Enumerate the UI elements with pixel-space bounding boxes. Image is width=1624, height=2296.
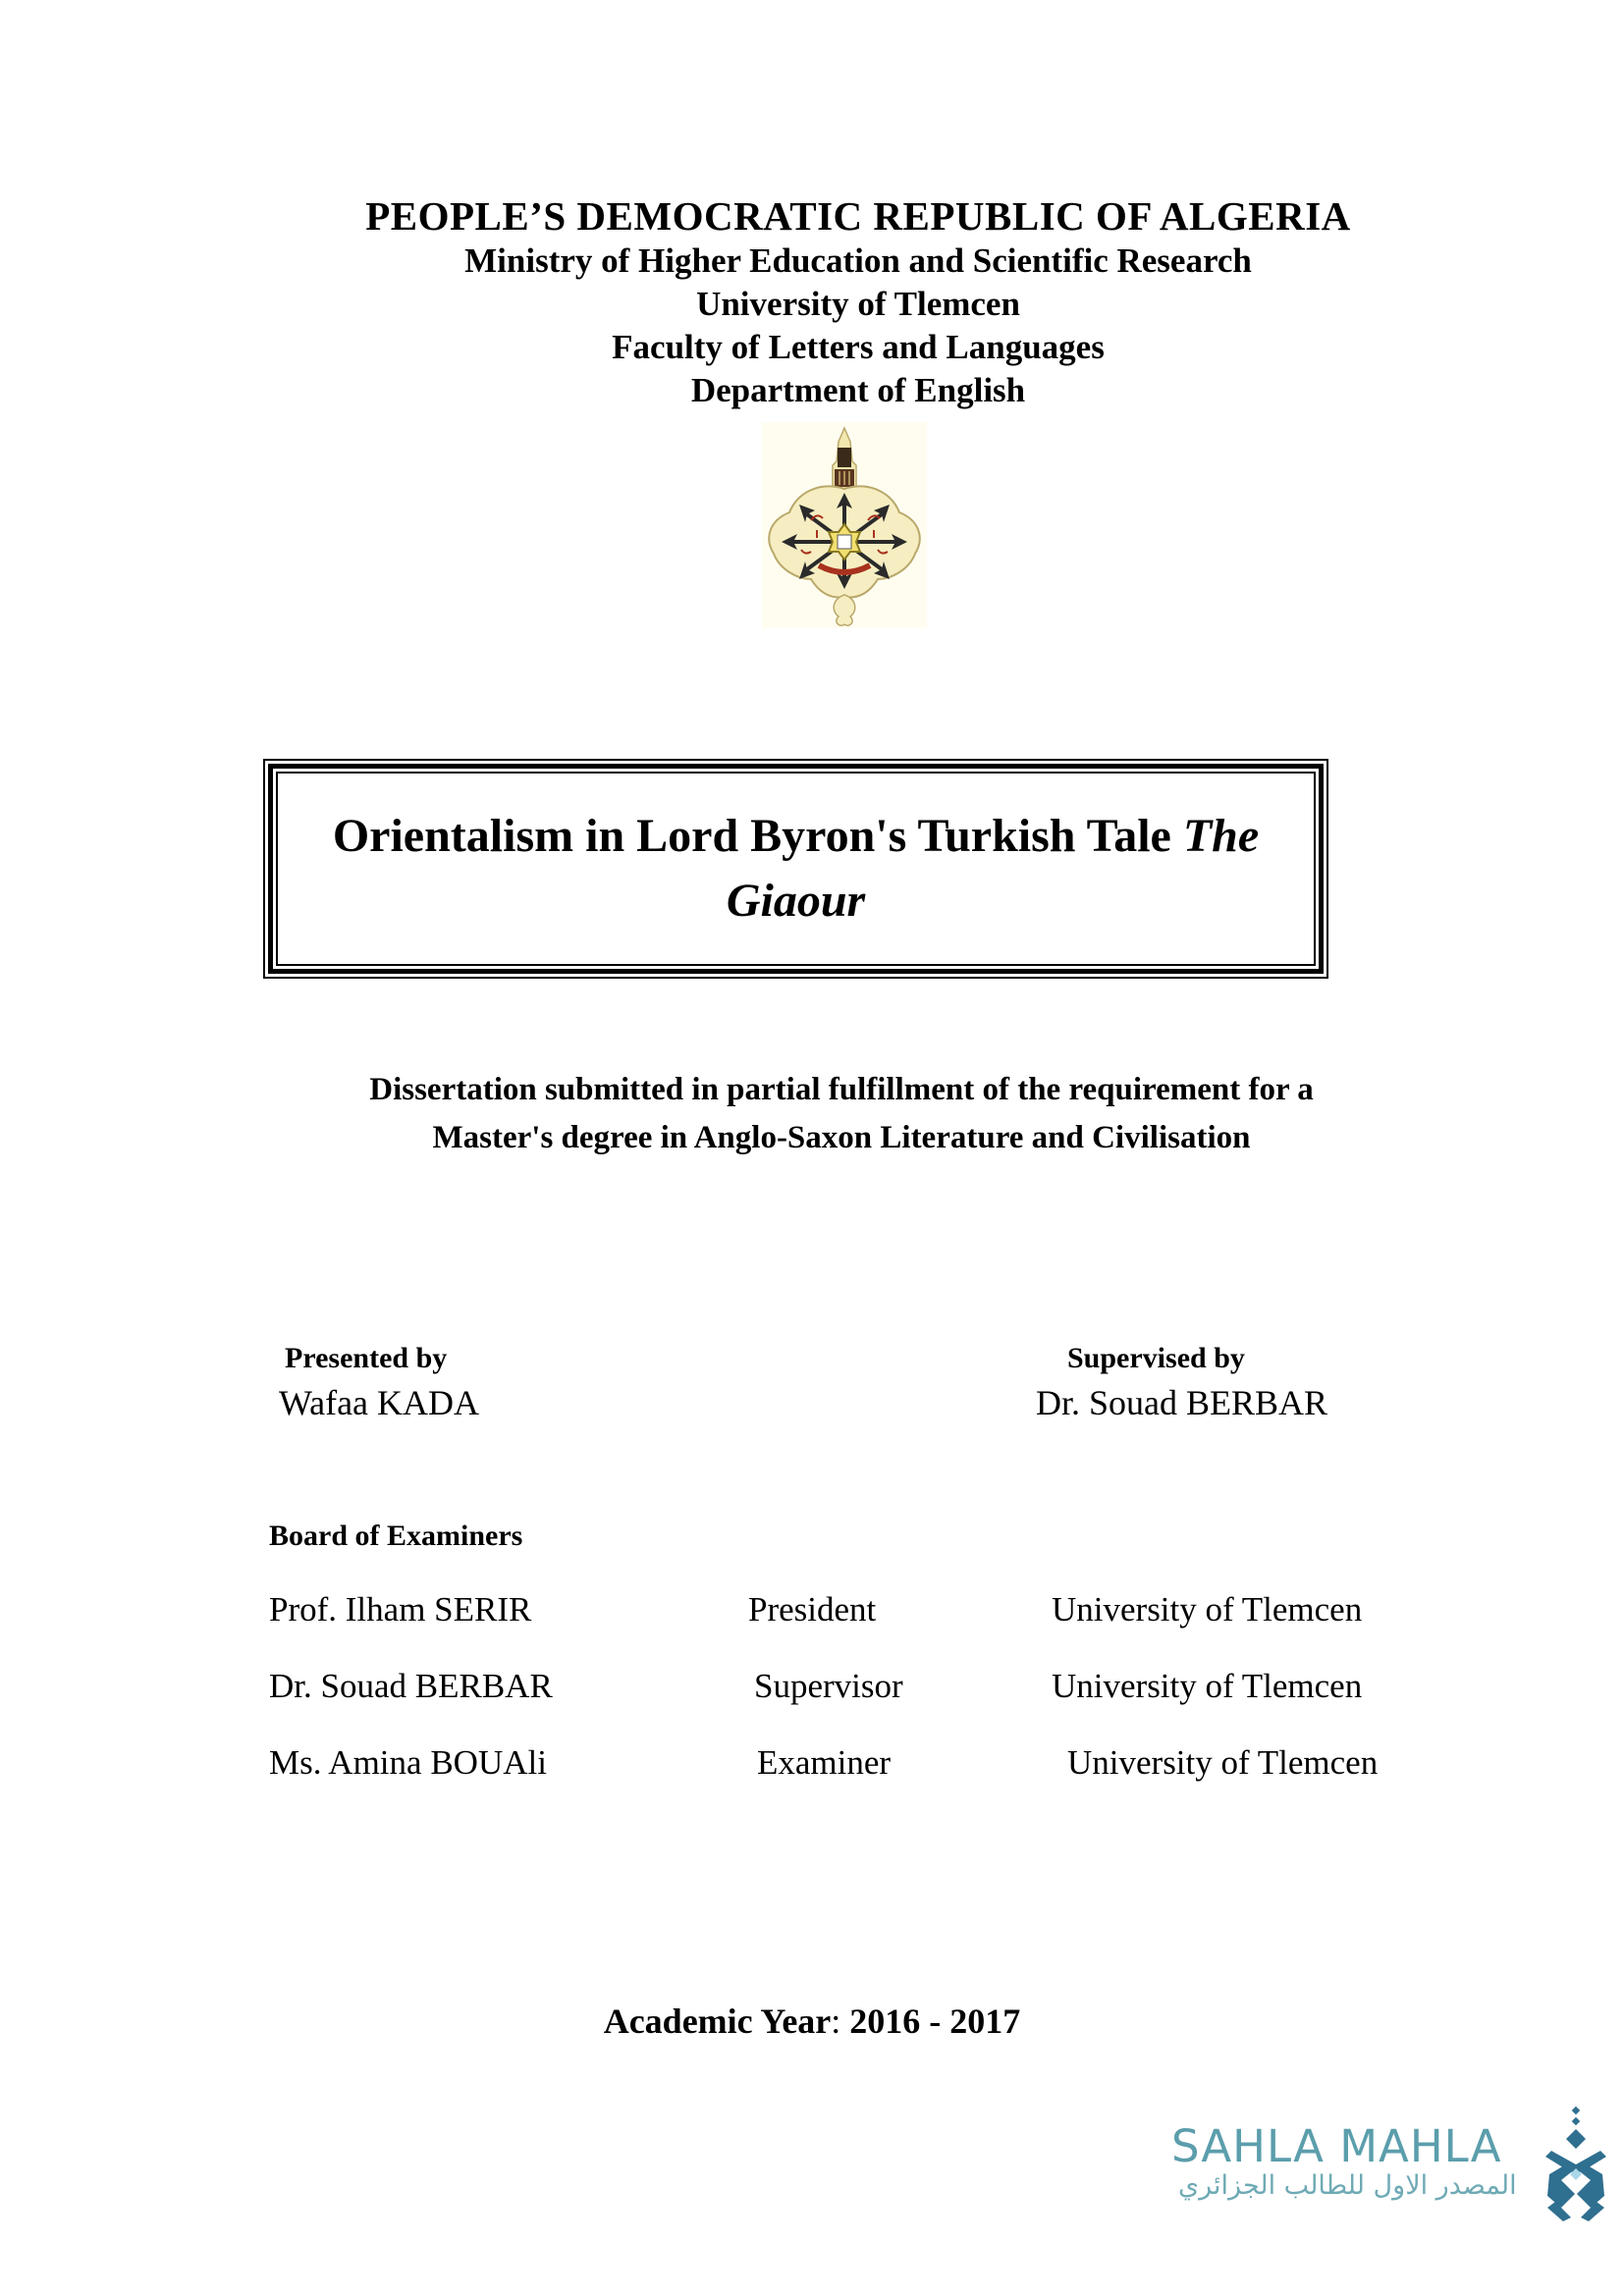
watermark-tagline: المصدر الاول للطالب الجزائري xyxy=(1178,2170,1517,2201)
academic-year-separator: : xyxy=(831,2002,841,2041)
examiner-role: Supervisor xyxy=(754,1667,903,1705)
presented-by-label: Presented by xyxy=(285,1342,448,1374)
title-main: Orientalism in Lord Byron's Turkish Tale xyxy=(332,810,1183,862)
examiner-name: Prof. Ilham SERIR xyxy=(269,1590,532,1629)
sahla-mahla-logo-icon xyxy=(1542,2106,1610,2221)
country-heading: PEOPLE’S DEMOCRATIC REPUBLIC OF ALGERIA xyxy=(365,193,1351,239)
university-heading: University of Tlemcen xyxy=(696,285,1020,323)
examiner-role: Examiner xyxy=(757,1743,892,1782)
supervisor-name: Dr. Souad BERBAR xyxy=(1036,1383,1328,1422)
title-frame xyxy=(263,759,1328,979)
academic-year-value: 2016 - 2017 xyxy=(840,2002,1021,2041)
title-italic: The Giaour xyxy=(726,810,1260,927)
examiner-name: Dr. Souad BERBAR xyxy=(269,1667,553,1705)
examiner-role: President xyxy=(748,1590,877,1629)
university-emblem-icon xyxy=(762,422,927,628)
examiner-institution: University of Tlemcen xyxy=(1052,1667,1363,1705)
examiner-institution: University of Tlemcen xyxy=(1067,1743,1379,1782)
supervised-by-label: Supervised by xyxy=(1067,1342,1245,1374)
examiner-institution: University of Tlemcen xyxy=(1052,1590,1363,1629)
academic-year-label: Academic Year xyxy=(603,2002,832,2041)
examiner-name: Ms. Amina BOUAli xyxy=(269,1743,547,1782)
department-heading: Department of English xyxy=(690,371,1026,409)
sahla-mahla-watermark xyxy=(1168,2106,1610,2218)
academic-year xyxy=(0,2001,1624,2042)
watermark-brand: SAHLA MAHLA xyxy=(1171,2120,1502,2172)
ministry-heading: Ministry of Higher Education and Scientific Research xyxy=(464,241,1252,280)
dissertation-title xyxy=(296,804,1297,934)
title-frame-middle xyxy=(268,764,1324,974)
board-heading: Board of Examiners xyxy=(269,1520,523,1552)
statement-line-1: Dissertation submitted in partial fulfillment of the requirement for a xyxy=(369,1072,1314,1107)
title-frame-inner xyxy=(276,772,1316,966)
faculty-heading: Faculty of Letters and Languages xyxy=(612,328,1105,366)
statement-line-2: Master's degree in Anglo-Saxon Literature and Civilisation xyxy=(432,1120,1251,1155)
author-name: Wafaa KADA xyxy=(279,1383,480,1422)
